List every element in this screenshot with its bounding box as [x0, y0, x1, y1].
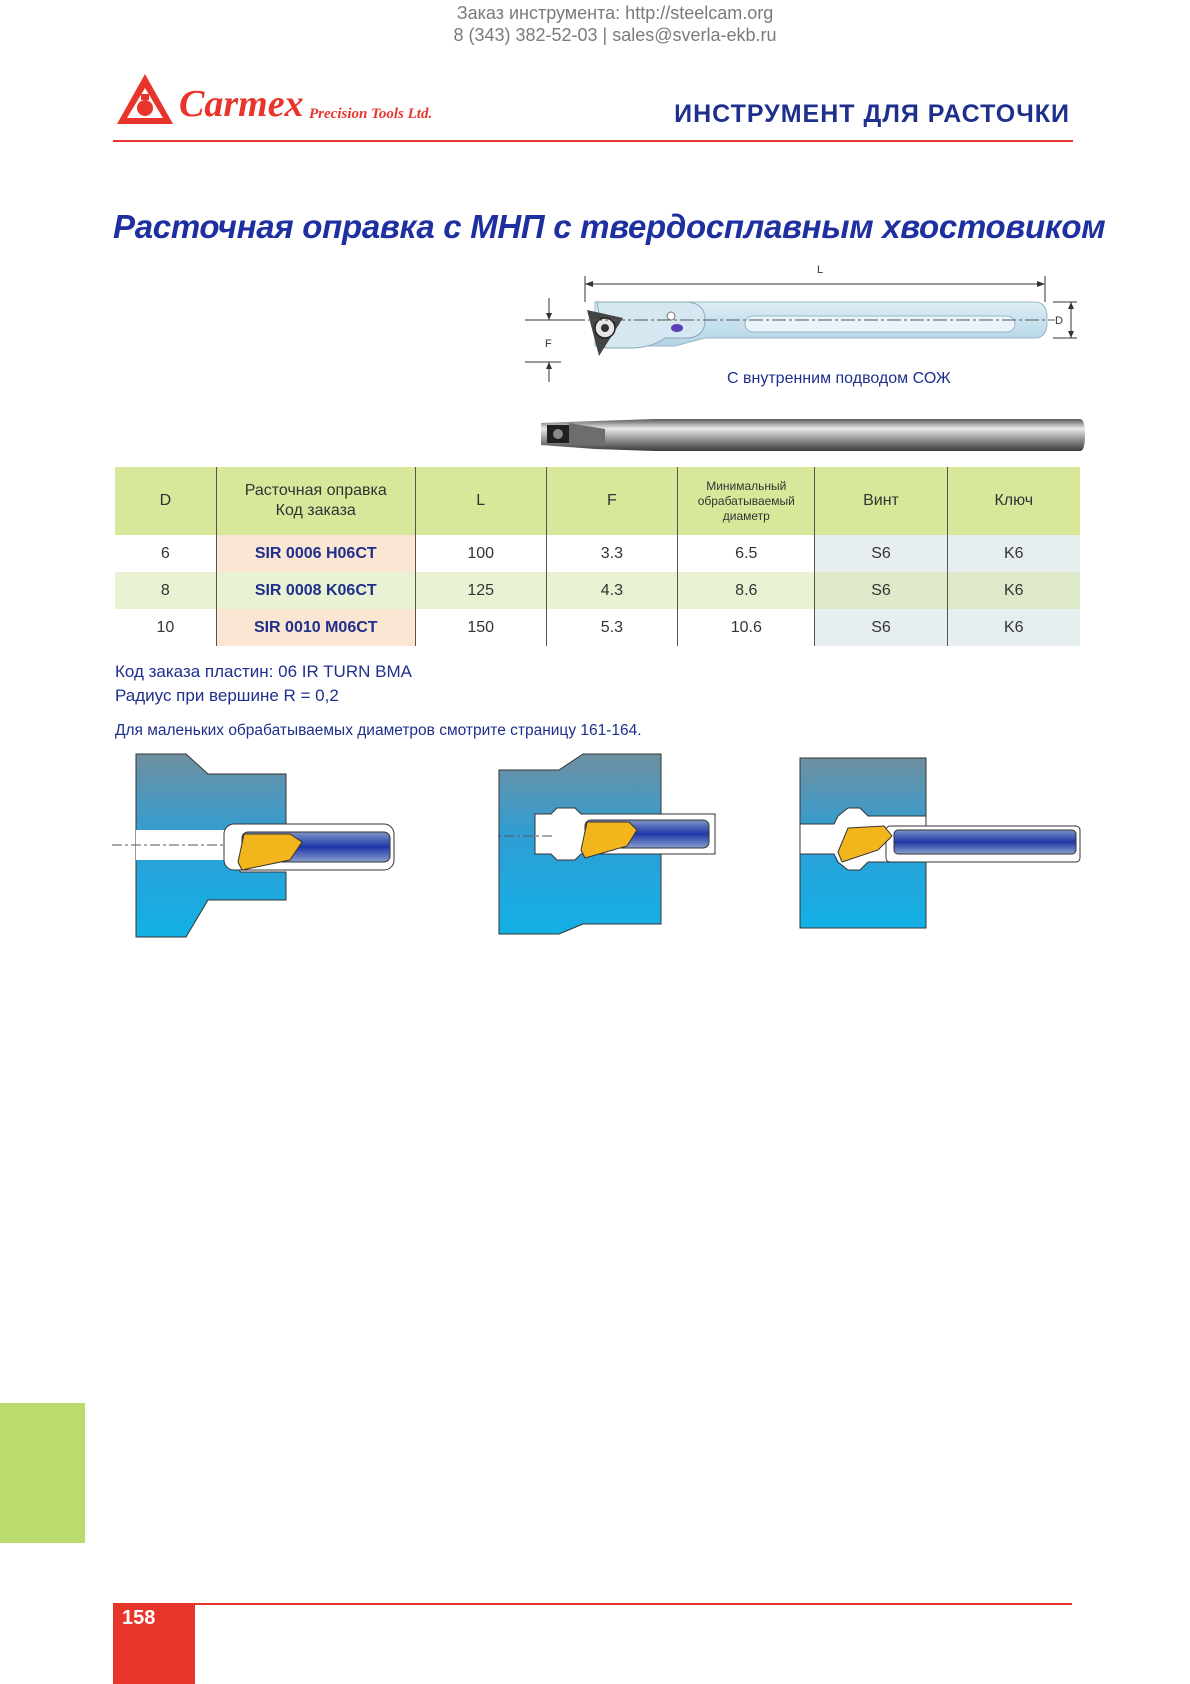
- carmex-emblem-icon: [117, 74, 173, 124]
- cell-screw: S6: [815, 535, 947, 572]
- header-min-line1: Минимальный: [706, 478, 787, 493]
- cell-l: 125: [415, 572, 546, 609]
- chapter-tab: [0, 1403, 85, 1543]
- cell-f: 5.3: [546, 609, 678, 646]
- cell-l: 150: [415, 609, 546, 646]
- brand-tagline: Precision Tools Ltd.: [309, 106, 433, 122]
- header-divider: [113, 140, 1073, 142]
- header-f: F: [546, 467, 678, 535]
- table-row: [115, 572, 1080, 609]
- cell-order-code: SIR 0008 K06CT: [216, 572, 415, 609]
- table-header-row: [115, 467, 1080, 535]
- header-key: Ключ: [947, 467, 1080, 535]
- boring-illustration-blind: [798, 752, 1083, 942]
- carmex-logo: [113, 72, 473, 132]
- cell-min-diameter: 8.6: [678, 572, 815, 609]
- cell-f: 3.3: [546, 535, 678, 572]
- cell-min-diameter: 6.5: [678, 535, 815, 572]
- contact-line-2: 8 (343) 382-52-03 | sales@sverla-ekb.ru: [453, 25, 777, 45]
- insert-notes: [115, 660, 412, 708]
- cell-key: K6: [947, 572, 1080, 609]
- page-number: 158: [122, 1607, 156, 1629]
- contact-line-1: Заказ инструмента: http://steelcam.org: [456, 3, 774, 23]
- cell-d: 10: [156, 618, 175, 636]
- cell-l: 100: [415, 535, 546, 572]
- boring-bar-photo: [535, 415, 1085, 455]
- small-diameters-note: Для маленьких обрабатываемых диаметров смотрите страницу 161-164.: [115, 722, 642, 739]
- label-f: F: [545, 338, 552, 350]
- cell-min-diameter: 10.6: [678, 609, 815, 646]
- cell-key: K6: [947, 535, 1080, 572]
- insert-code-note: Код заказа пластин: 06 IR TURN BMA: [115, 662, 412, 681]
- coolant-channel: [745, 316, 1015, 332]
- specification-table: [115, 467, 1080, 646]
- header-min-line3: диаметр: [722, 508, 770, 523]
- header-min-line2: обрабатываемый: [697, 493, 795, 508]
- header-order-code-line1: Расточная оправка: [244, 482, 387, 499]
- header-order-code: [216, 467, 415, 535]
- label-d: D: [1055, 315, 1063, 327]
- header-d: D: [115, 467, 216, 535]
- section-title: ИНСТРУМЕНТ ДЛЯ РАСТОЧКИ: [674, 100, 1070, 128]
- label-l: L: [817, 264, 824, 276]
- footer-divider: [195, 1603, 1072, 1605]
- boring-bar-drawing: [525, 258, 1085, 398]
- header-order-code-line2: Код заказа: [275, 502, 356, 519]
- cell-f: 4.3: [546, 572, 678, 609]
- drawing-caption: С внутренним подводом СОЖ: [727, 370, 951, 387]
- cell-order-code: SIR 0010 M06CT: [216, 609, 415, 646]
- cell-order-code: SIR 0006 H06CT: [216, 535, 415, 572]
- cell-screw: S6: [815, 609, 947, 646]
- header-min-diameter: [678, 467, 815, 535]
- header-l: L: [415, 467, 546, 535]
- cell-d: 6: [160, 544, 170, 562]
- cell-screw: S6: [815, 572, 947, 609]
- boring-illustration-groove: [495, 752, 725, 942]
- brand-name: Carmex: [179, 83, 304, 125]
- contact-header: [0, 2, 1190, 46]
- boring-illustration-through: [112, 752, 412, 942]
- radius-note: Радиус при вершине R = 0,2: [115, 686, 339, 705]
- cell-key: K6: [947, 609, 1080, 646]
- page-title: Расточная оправка с МНП с твердосплавным хвостовиком: [113, 208, 1106, 245]
- header-screw: Винт: [815, 467, 947, 535]
- cell-d: 8: [115, 572, 216, 609]
- table-row: [115, 535, 1080, 572]
- table-row: [115, 609, 1080, 646]
